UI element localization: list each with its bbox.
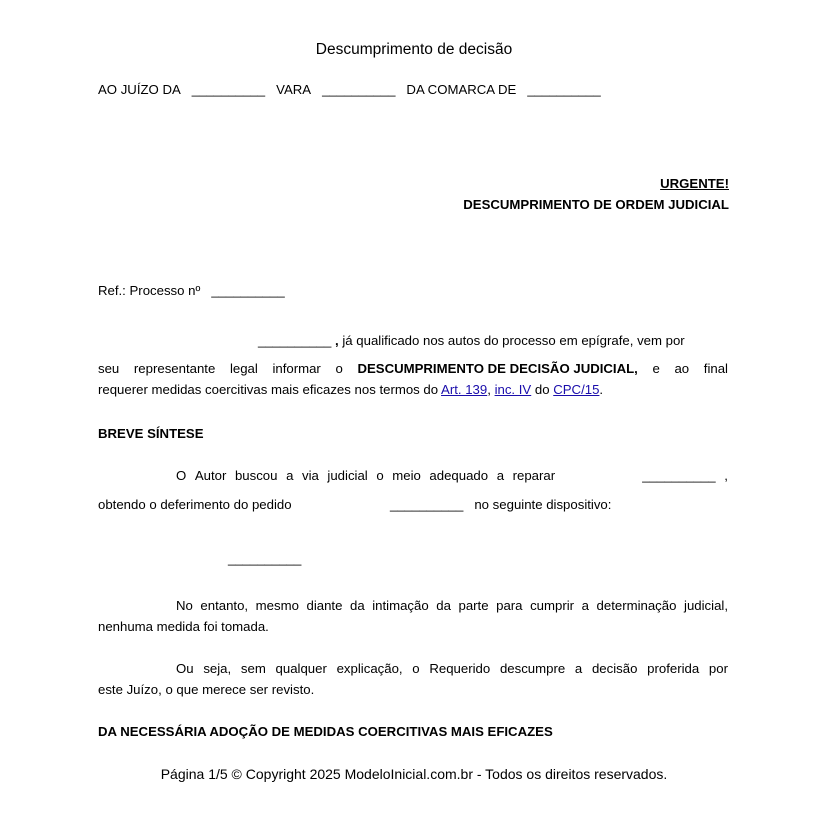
- document-title: Descumprimento de decisão: [315, 41, 513, 58]
- process-blank: __________: [211, 283, 285, 298]
- art-139-link[interactable]: Art. 139: [441, 382, 488, 397]
- word: representante: [133, 361, 216, 376]
- word: informar: [272, 361, 321, 376]
- para3-line-1: Ou seja, sem qualquer explicação, o Requerido descumpre a decisão proferida por: [176, 661, 728, 676]
- process-reference: [98, 283, 285, 298]
- word: seu: [98, 361, 120, 376]
- word: meio: [392, 468, 421, 483]
- comma: ,: [724, 468, 728, 483]
- sintese-text-2: obtendo o deferimento do pedido: [98, 497, 292, 512]
- period: .: [599, 382, 604, 397]
- word: via: [301, 468, 319, 483]
- word: judicial: [327, 468, 368, 483]
- page-footer: Página 1/5 © Copyright 2025 ModeloInicial.com.br - Todos os direitos reservados.: [160, 766, 668, 782]
- word: a: [496, 468, 505, 483]
- word: e: [652, 361, 660, 376]
- intro-text-1: já qualificado nos autos do processo em epígrafe, vem por: [342, 333, 685, 348]
- separator: do: [534, 382, 550, 397]
- court-address-line: [98, 82, 601, 97]
- word: O: [176, 468, 187, 483]
- intro-text-3: requerer medidas coercitivas mais eficazes nos termos do: [98, 382, 439, 397]
- sintese-line-2-end: [390, 497, 611, 512]
- sintese-line-1: [176, 468, 728, 483]
- dispositivo-blank: __________: [228, 551, 302, 566]
- section-heading-breve-sintese: BREVE SÍNTESE: [98, 426, 204, 441]
- vara-blank: __________: [322, 82, 396, 97]
- word: o: [335, 361, 343, 376]
- court-label: AO JUÍZO DA: [98, 82, 181, 97]
- para3-line-2: este Juízo, o que merece ser revisto.: [98, 682, 315, 697]
- word: Autor: [194, 468, 227, 483]
- vara-label: VARA: [276, 82, 312, 97]
- word: o: [376, 468, 384, 483]
- word: legal: [229, 361, 258, 376]
- sintese-line-2: [98, 497, 292, 512]
- inc-iv-link[interactable]: inc. IV: [494, 382, 532, 397]
- word: buscou: [234, 468, 278, 483]
- process-label: Ref.: Processo nº: [98, 283, 201, 298]
- para2-line-2: nenhuma medida foi tomada.: [98, 619, 269, 634]
- word: adequado: [429, 468, 489, 483]
- spacer: [564, 468, 634, 483]
- court-blank: __________: [191, 82, 266, 97]
- damage-blank: __________: [642, 468, 716, 483]
- bold-descumprimento: DESCUMPRIMENTO DE DECISÃO JUDICIAL,: [357, 361, 638, 376]
- subject-heading: DESCUMPRIMENTO DE ORDEM JUDICIAL: [463, 197, 729, 212]
- word: final: [703, 361, 728, 376]
- request-blank: __________: [390, 497, 464, 512]
- comarca-blank: __________: [527, 82, 601, 97]
- word: reparar: [512, 468, 556, 483]
- intro-line-3: [98, 382, 603, 397]
- section-heading-medidas: DA NECESSÁRIA ADOÇÃO DE MEDIDAS COERCITIVAS MAIS EFICAZES: [98, 724, 553, 739]
- comarca-label: DA COMARCA DE: [406, 82, 517, 97]
- sintese-text-2-end: no seguinte dispositivo:: [474, 497, 612, 512]
- cpc-15-link[interactable]: CPC/15: [553, 382, 600, 397]
- intro-comma: ,: [335, 333, 339, 348]
- separator: ,: [487, 382, 491, 397]
- intro-line-2: [98, 361, 728, 376]
- party-blank: __________: [258, 333, 332, 348]
- intro-line-1: [258, 333, 685, 348]
- para2-line-1: No entanto, mesmo diante da intimação da parte para cumprir a determinação judicial,: [176, 598, 728, 613]
- word: a: [286, 468, 294, 483]
- urgent-label: URGENTE!: [660, 176, 729, 191]
- word: ao: [674, 361, 690, 376]
